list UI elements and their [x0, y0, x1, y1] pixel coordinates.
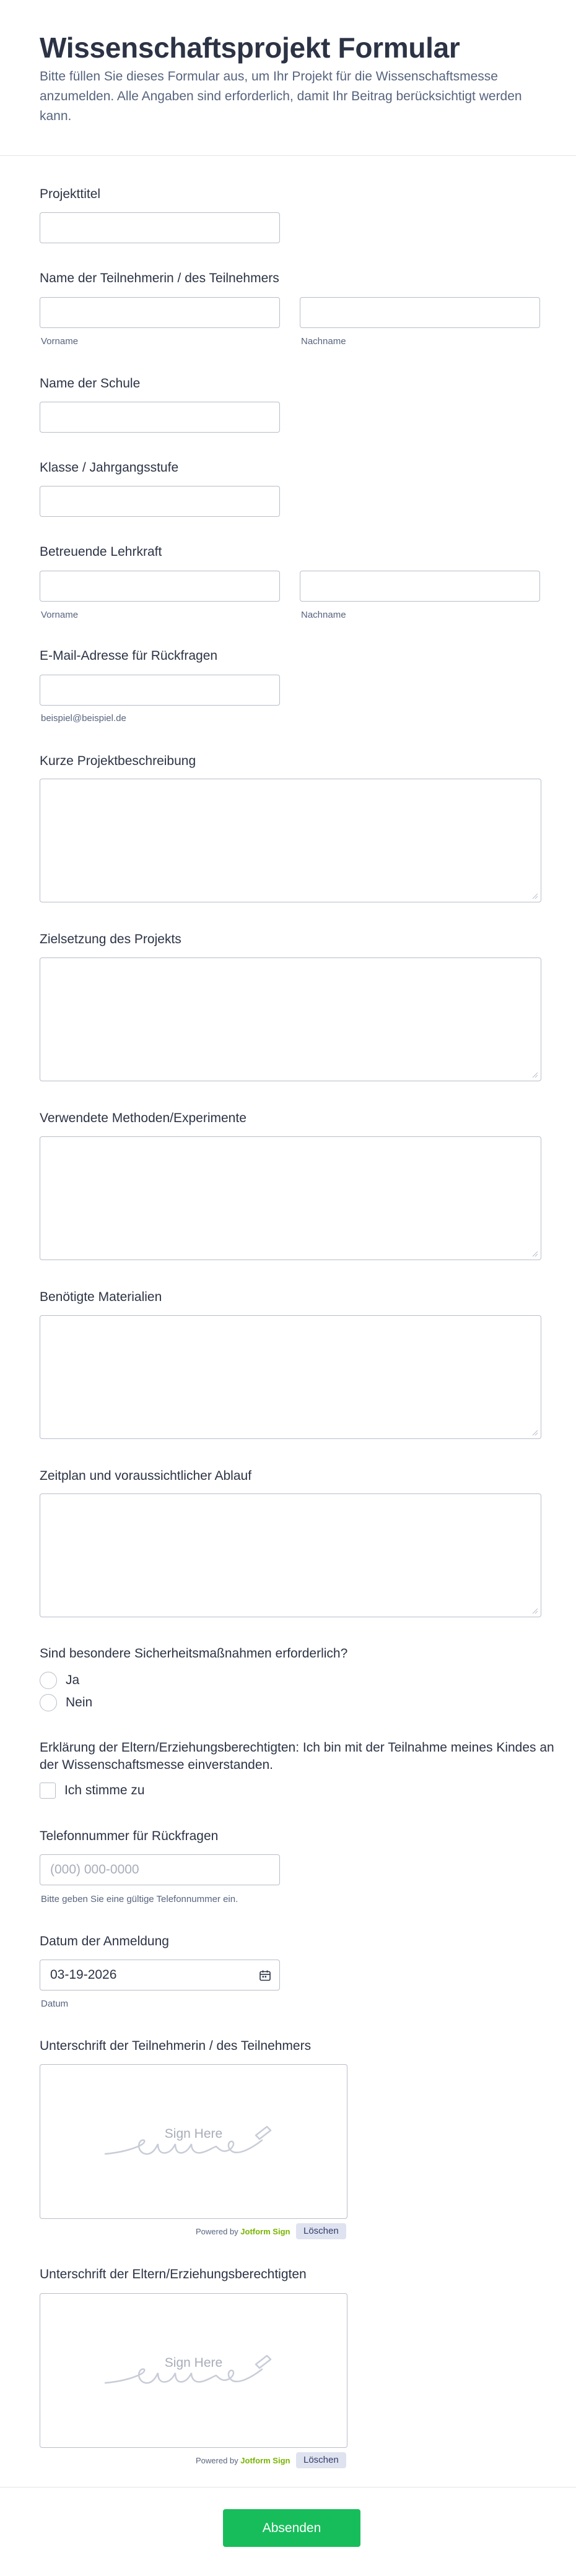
form-footer [0, 2487, 576, 2576]
date-input[interactable] [40, 1960, 280, 1990]
safety-option-no-label: Nein [66, 1695, 93, 1709]
participant-name-label: Name der Teilnehmerin / des Teilnehmers [40, 271, 279, 285]
signature-participant-clear-button[interactable]: Löschen [296, 2223, 346, 2239]
phone-input[interactable] [40, 1854, 280, 1885]
consent-label: Erklärung der Eltern/Erziehungsberechtigten: Ich bin mit der Teilnahme meines Kindes an der Wissenschaftsmesse einverstanden. [40, 1740, 554, 1772]
school-input[interactable] [40, 402, 280, 433]
participant-last-name-input[interactable] [300, 297, 540, 328]
safety-option-yes[interactable] [40, 1671, 79, 1690]
goal-label: Zielsetzung des Projekts [40, 932, 181, 946]
signature-scribble-icon [102, 2351, 282, 2400]
calendar-icon[interactable] [258, 1969, 272, 1982]
resize-handle-icon[interactable] [531, 1607, 538, 1614]
signature-parent-clear-button[interactable]: Löschen [296, 2452, 346, 2468]
signature-parent-placeholder: Sign Here [164, 2356, 223, 2370]
jotform-sign-brand: Jotform Sign [240, 2456, 290, 2465]
participant-first-name-input[interactable] [40, 297, 280, 328]
signature-participant-placeholder: Sign Here [164, 2127, 223, 2141]
goal-textarea[interactable] [40, 957, 541, 1081]
signature-parent-pad[interactable] [40, 2293, 347, 2448]
consent-checkbox-label: Ich stimme zu [64, 1783, 145, 1797]
resize-handle-icon[interactable] [531, 1428, 538, 1436]
materials-textarea[interactable] [40, 1315, 541, 1439]
resize-handle-icon[interactable] [531, 892, 538, 899]
phone-placeholder: (000) 000-0000 [50, 1862, 139, 1877]
consent-checkbox[interactable] [40, 1783, 56, 1799]
materials-label: Benötigte Materialien [40, 1290, 162, 1304]
safety-option-no[interactable] [40, 1693, 92, 1712]
teacher-last-name-sublabel: Nachname [301, 610, 346, 620]
methods-label: Verwendete Methoden/Experimente [40, 1111, 247, 1125]
description-label: Kurze Projektbeschreibung [40, 754, 196, 768]
form-header [0, 0, 576, 156]
powered-by-text: Powered by [196, 2227, 238, 2236]
grade-input[interactable] [40, 486, 280, 517]
methods-textarea[interactable] [40, 1136, 541, 1260]
teacher-first-name-sublabel: Vorname [41, 610, 79, 620]
submit-button[interactable]: Absenden [223, 2509, 360, 2547]
resize-handle-icon[interactable] [531, 1071, 538, 1078]
signature-parent-powered-by [196, 2456, 290, 2465]
email-sublabel: beispiel@beispiel.de [41, 713, 126, 724]
description-textarea[interactable] [40, 779, 541, 902]
powered-by-text: Powered by [196, 2456, 238, 2465]
signature-scribble-icon [102, 2122, 282, 2171]
radio-button[interactable] [40, 1672, 57, 1689]
signature-participant-label: Unterschrift der Teilnehmerin / des Teilnehmers [40, 2039, 312, 2053]
project-title-label: Projekttitel [40, 187, 101, 201]
safety-label: Sind besondere Sicherheitsmaßnahmen erforderlich? [40, 1646, 348, 1661]
signature-participant-pad[interactable] [40, 2064, 347, 2219]
form-title: Wissenschaftsprojekt Formular [40, 32, 460, 64]
school-label: Name der Schule [40, 376, 141, 391]
participant-first-name-sublabel: Vorname [41, 336, 79, 347]
phone-sublabel: Bitte geben Sie eine gültige Telefonnummer ein. [41, 1894, 238, 1904]
teacher-label: Betreuende Lehrkraft [40, 545, 162, 559]
participant-last-name-sublabel: Nachname [301, 336, 346, 347]
date-value: 03-19-2026 [50, 1968, 117, 1982]
teacher-first-name-input[interactable] [40, 571, 280, 602]
form-subtitle: Bitte füllen Sie dieses Formular aus, um Ihr Projekt für die Wissenschaftsmesse anzumelden. Alle Angaben sind erforderlich, damit Ihr Beitrag berücksichtigt werden kann. [40, 69, 522, 123]
schedule-label: Zeitplan und voraussichtlicher Ablauf [40, 1469, 252, 1483]
signature-parent-label: Unterschrift der Eltern/Erziehungsberechtigten [40, 2267, 307, 2281]
teacher-last-name-input[interactable] [300, 571, 540, 602]
email-label: E-Mail-Adresse für Rückfragen [40, 649, 218, 663]
date-label: Datum der Anmeldung [40, 1934, 169, 1948]
schedule-textarea[interactable] [40, 1493, 541, 1617]
radio-button[interactable] [40, 1694, 57, 1711]
safety-option-yes-label: Ja [66, 1673, 80, 1687]
phone-label: Telefonnummer für Rückfragen [40, 1829, 219, 1843]
jotform-sign-brand: Jotform Sign [240, 2227, 290, 2236]
date-sublabel: Datum [41, 1999, 69, 2009]
project-title-input[interactable] [40, 212, 280, 243]
grade-label: Klasse / Jahrgangsstufe [40, 460, 179, 475]
consent-checkbox-row[interactable] [40, 1781, 145, 1800]
signature-participant-powered-by [196, 2227, 290, 2236]
email-input[interactable] [40, 675, 280, 706]
resize-handle-icon[interactable] [531, 1250, 538, 1257]
